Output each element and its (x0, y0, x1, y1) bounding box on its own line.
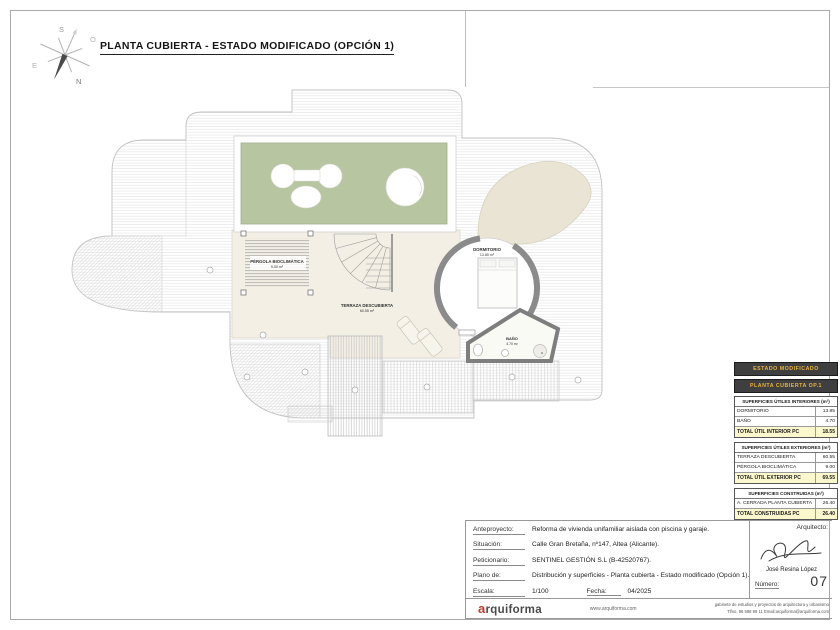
title-block (465, 520, 832, 619)
plan-header-bar: PLANTA CUBIERTA OP.1 (734, 379, 838, 393)
field-escala-fecha: Escala: 1/100 Fecha: 04/2025 (473, 587, 652, 595)
roof-small-rect (288, 406, 332, 422)
roof-stripe-column (328, 336, 382, 436)
table-header: SUPERFICIES CONSTRUIDAS (m²) (735, 489, 837, 499)
built-surfaces-table (734, 488, 838, 520)
shower-drain (534, 345, 547, 358)
surface-summary (734, 362, 838, 524)
table-header: SUPERFICIES ÚTILES EXTERIORES (m²) (735, 443, 837, 453)
table-total-row: TOTAL CONSTRUIDAS PC 26.40 (737, 511, 835, 517)
state-header-bar: ESTADO MODIFICADO (734, 362, 838, 376)
dormitorio-area: 13.85 m² (479, 253, 495, 257)
table-total-row: TOTAL ÚTIL INTERIOR PC 18.55 (737, 429, 835, 435)
compass-n-label: N (76, 77, 82, 86)
table-row: PÉRGOLA BIOCLIMÁTICA 9.00 (735, 463, 837, 473)
field-situacion: Situación: Calle Gran Bretaña, nº147, Altea (Alicante). (473, 541, 660, 549)
bano-area: 4.70 m² (506, 342, 518, 346)
table-row: TERRAZA DESCUBIERTA 60.55 (735, 453, 837, 463)
title-block-fields (466, 521, 749, 598)
toilet (474, 344, 483, 356)
floor-plan (60, 85, 610, 470)
arquiforma-logo: arquiforma (478, 601, 542, 616)
architect-label: Arquitecto: (796, 524, 828, 531)
roof-left-flap (72, 236, 162, 312)
pergola-area: 9.00 m² (270, 265, 284, 269)
compass-e-label: E (32, 61, 38, 70)
compass-rose-icon (28, 20, 108, 92)
compass-s-label: S (59, 25, 65, 34)
dormitorio-label: DORMITORIO (473, 247, 501, 252)
interior-surfaces-table (734, 396, 838, 438)
field-peticionario: Peticionario: SENTINEL GESTIÓN S.L (B-42520767). (473, 556, 651, 564)
pergola-label: PÉRGOLA BIOCLIMÁTICA (250, 259, 304, 264)
table-header: SUPERFICIES ÚTILES INTERIORES (m²) (735, 397, 837, 407)
firm-info: gabinete de estudios y proyectos de arquitectura y urbanismo Tlfno. 96 588 89 11 Email:arquiforma@arquiforma.com (714, 602, 829, 614)
website-text: www.arquiforma.com (589, 605, 637, 612)
door-leaf (459, 330, 475, 335)
field-plano-de: Plano de: Distribución y superficies - Planta cubierta - Estado modificado (Opción 1). (473, 572, 750, 580)
architect-name: José Resina López (765, 567, 818, 573)
compass-o-label: O (90, 35, 96, 44)
roof-stripe-band-right (473, 361, 559, 401)
terraza-area: 60.55 m² (359, 309, 375, 313)
table-row: BAÑO 4.70 (735, 417, 837, 427)
bano-label: BAÑO (506, 336, 518, 341)
plan-number: 07 (810, 573, 828, 589)
fold-mark-horizontal (593, 87, 829, 88)
field-anteproyecto: Anteproyecto: Reforma de vivienda unifamiliar aislada con piscina y garaje. (473, 526, 710, 533)
sink (502, 350, 509, 357)
compass-star (29, 20, 101, 91)
architect-box (749, 521, 832, 599)
exterior-surfaces-table (734, 442, 838, 484)
table-row: A. CERRADA PLANTA CUBIERTA 26.40 (735, 499, 837, 509)
page-title: PLANTA CUBIERTA - ESTADO MODIFICADO (OPCIÓN 1) (100, 40, 394, 55)
table-total-row: TOTAL ÚTIL EXTERIOR PC 69.55 (737, 475, 835, 481)
table-row: DORMITORIO 13.85 (735, 407, 837, 417)
number-row: Número: 07 (755, 573, 828, 589)
signature-icon (755, 531, 827, 569)
fold-mark-vertical (465, 11, 466, 87)
terraza-label: TERRAZA DESCUBIERTA (340, 303, 394, 308)
title-block-footer (466, 598, 832, 619)
